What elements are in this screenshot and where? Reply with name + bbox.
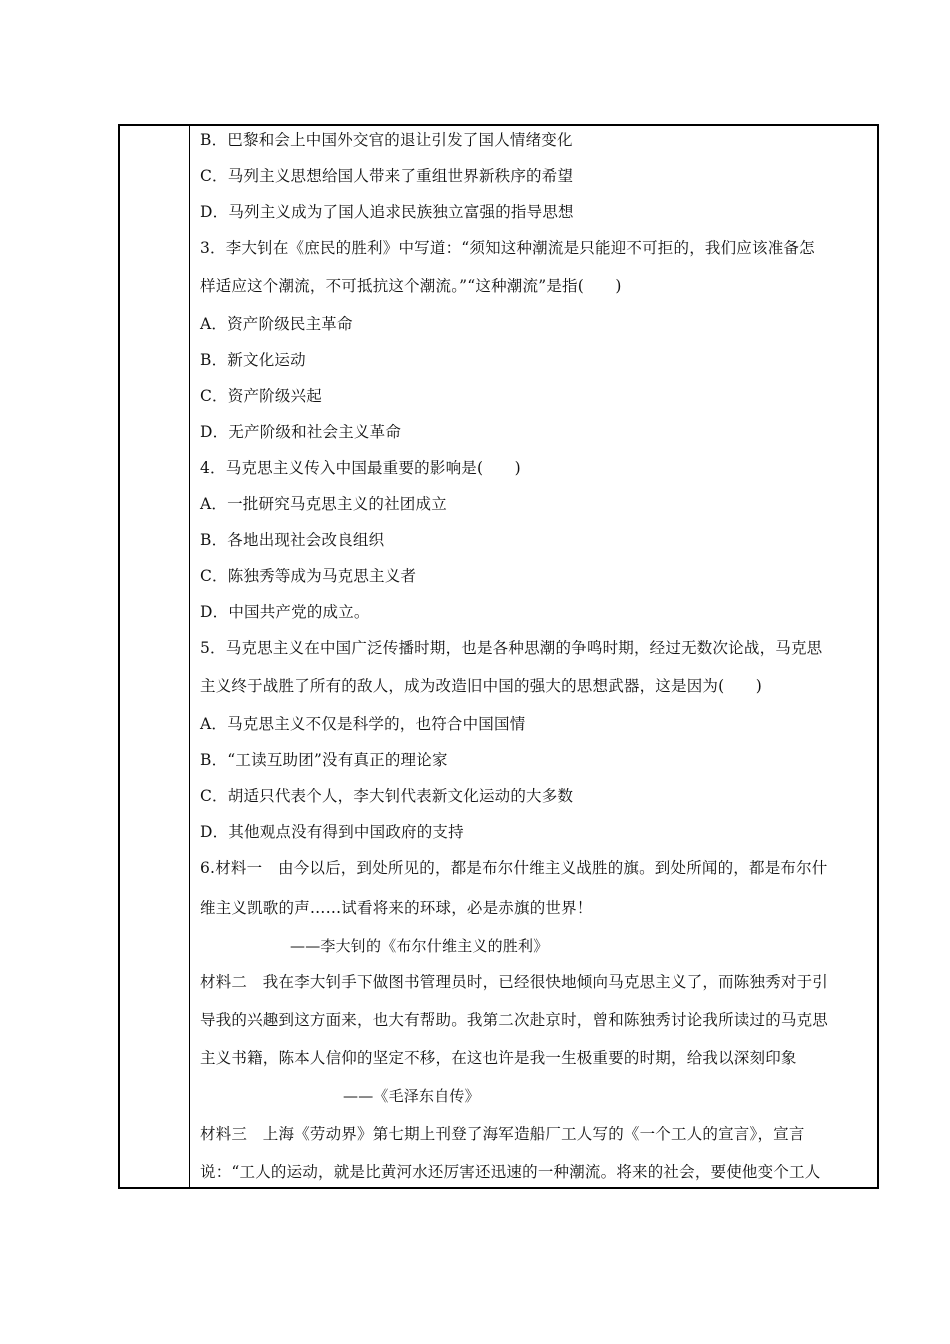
q5-option-b: B．“工读互助团”没有真正的理论家 [200,751,448,769]
option-c-line: C．马列主义思想给国人带来了重组世界新秩序的希望 [200,167,574,185]
material-2-line-3: 主义书籍，陈本人信仰的坚定不移，在这也许是我一生极重要的时期，给我以深刻印象 [200,1049,797,1067]
table-content-cell [190,126,877,1187]
content-table [118,124,879,1189]
question-5-line-2: 主义终于战胜了所有的敌人，成为改造旧中国的强大的思想武器，这是因为( ) [200,677,762,695]
material-2-source: ——《毛泽东自传》 [343,1087,480,1105]
material-2-line-2: 导我的兴趣到这方面来，也大有帮助。我第二次赴京时，曾和陈独秀讨论我所读过的马克思 [200,1011,829,1029]
q4-option-d: D．中国共产党的成立。 [200,603,370,621]
q5-option-c: C．胡适只代表个人，李大钊代表新文化运动的大多数 [200,787,574,805]
material-3-line-2: 说：“工人的运动，就是比黄河水还厉害还迅速的一种潮流。将来的社会，要使他变个工人 [200,1163,821,1181]
q3-option-d: D．无产阶级和社会主义革命 [200,423,402,441]
q5-option-d: D．其他观点没有得到中国政府的支持 [200,823,464,841]
question-3-line-1: 3．李大钊在《庶民的胜利》中写道：“须知这种潮流是只能迎不可拒的，我们应该准备怎 [200,239,815,257]
option-b-line: B．巴黎和会上中国外交官的退让引发了国人情绪变化 [200,131,573,149]
material-3-line-1: 材料三 上海《劳动界》第七期上刊登了海军造船厂工人写的《一个工人的宣言》，宣言 [200,1125,805,1143]
q3-option-b: B．新文化运动 [200,351,306,369]
q3-option-c: C．资产阶级兴起 [200,387,322,405]
q4-option-c: C．陈独秀等成为马克思主义者 [200,567,417,585]
question-6-material-1-line-1: 6.材料一 由今以后，到处所见的，都是布尔什维主义战胜的旗。到处所闻的，都是布尔什 [200,859,828,877]
table-left-column [120,126,190,1187]
question-3-line-2: 样适应这个潮流，不可抵抗这个潮流。”“这种潮流”是指( ) [200,277,622,295]
option-d-line: D．马列主义成为了国人追求民族独立富强的指导思想 [200,203,574,221]
material-2-line-1: 材料二 我在李大钊手下做图书管理员时，已经很快地倾向马克思主义了，而陈独秀对于引 [200,973,829,991]
q5-option-a: A．马克思主义不仅是科学的，也符合中国国情 [200,715,526,733]
question-5-line-1: 5．马克思主义在中国广泛传播时期，也是各种思潮的争鸣时期，经过无数次论战，马克思 [200,639,823,657]
q3-option-a: A．资产阶级民主革命 [200,315,353,333]
q4-option-a: A．一批研究马克思主义的社团成立 [200,495,447,513]
question-4-line: 4．马克思主义传入中国最重要的影响是( ) [200,459,521,477]
material-1-source: ——李大钊的《布尔什维主义的胜利》 [290,937,549,955]
q4-option-b: B．各地出现社会改良组织 [200,531,385,549]
question-6-material-1-line-2: 维主义凯歌的声……试看将来的环球，必是赤旗的世界！ [200,899,593,917]
